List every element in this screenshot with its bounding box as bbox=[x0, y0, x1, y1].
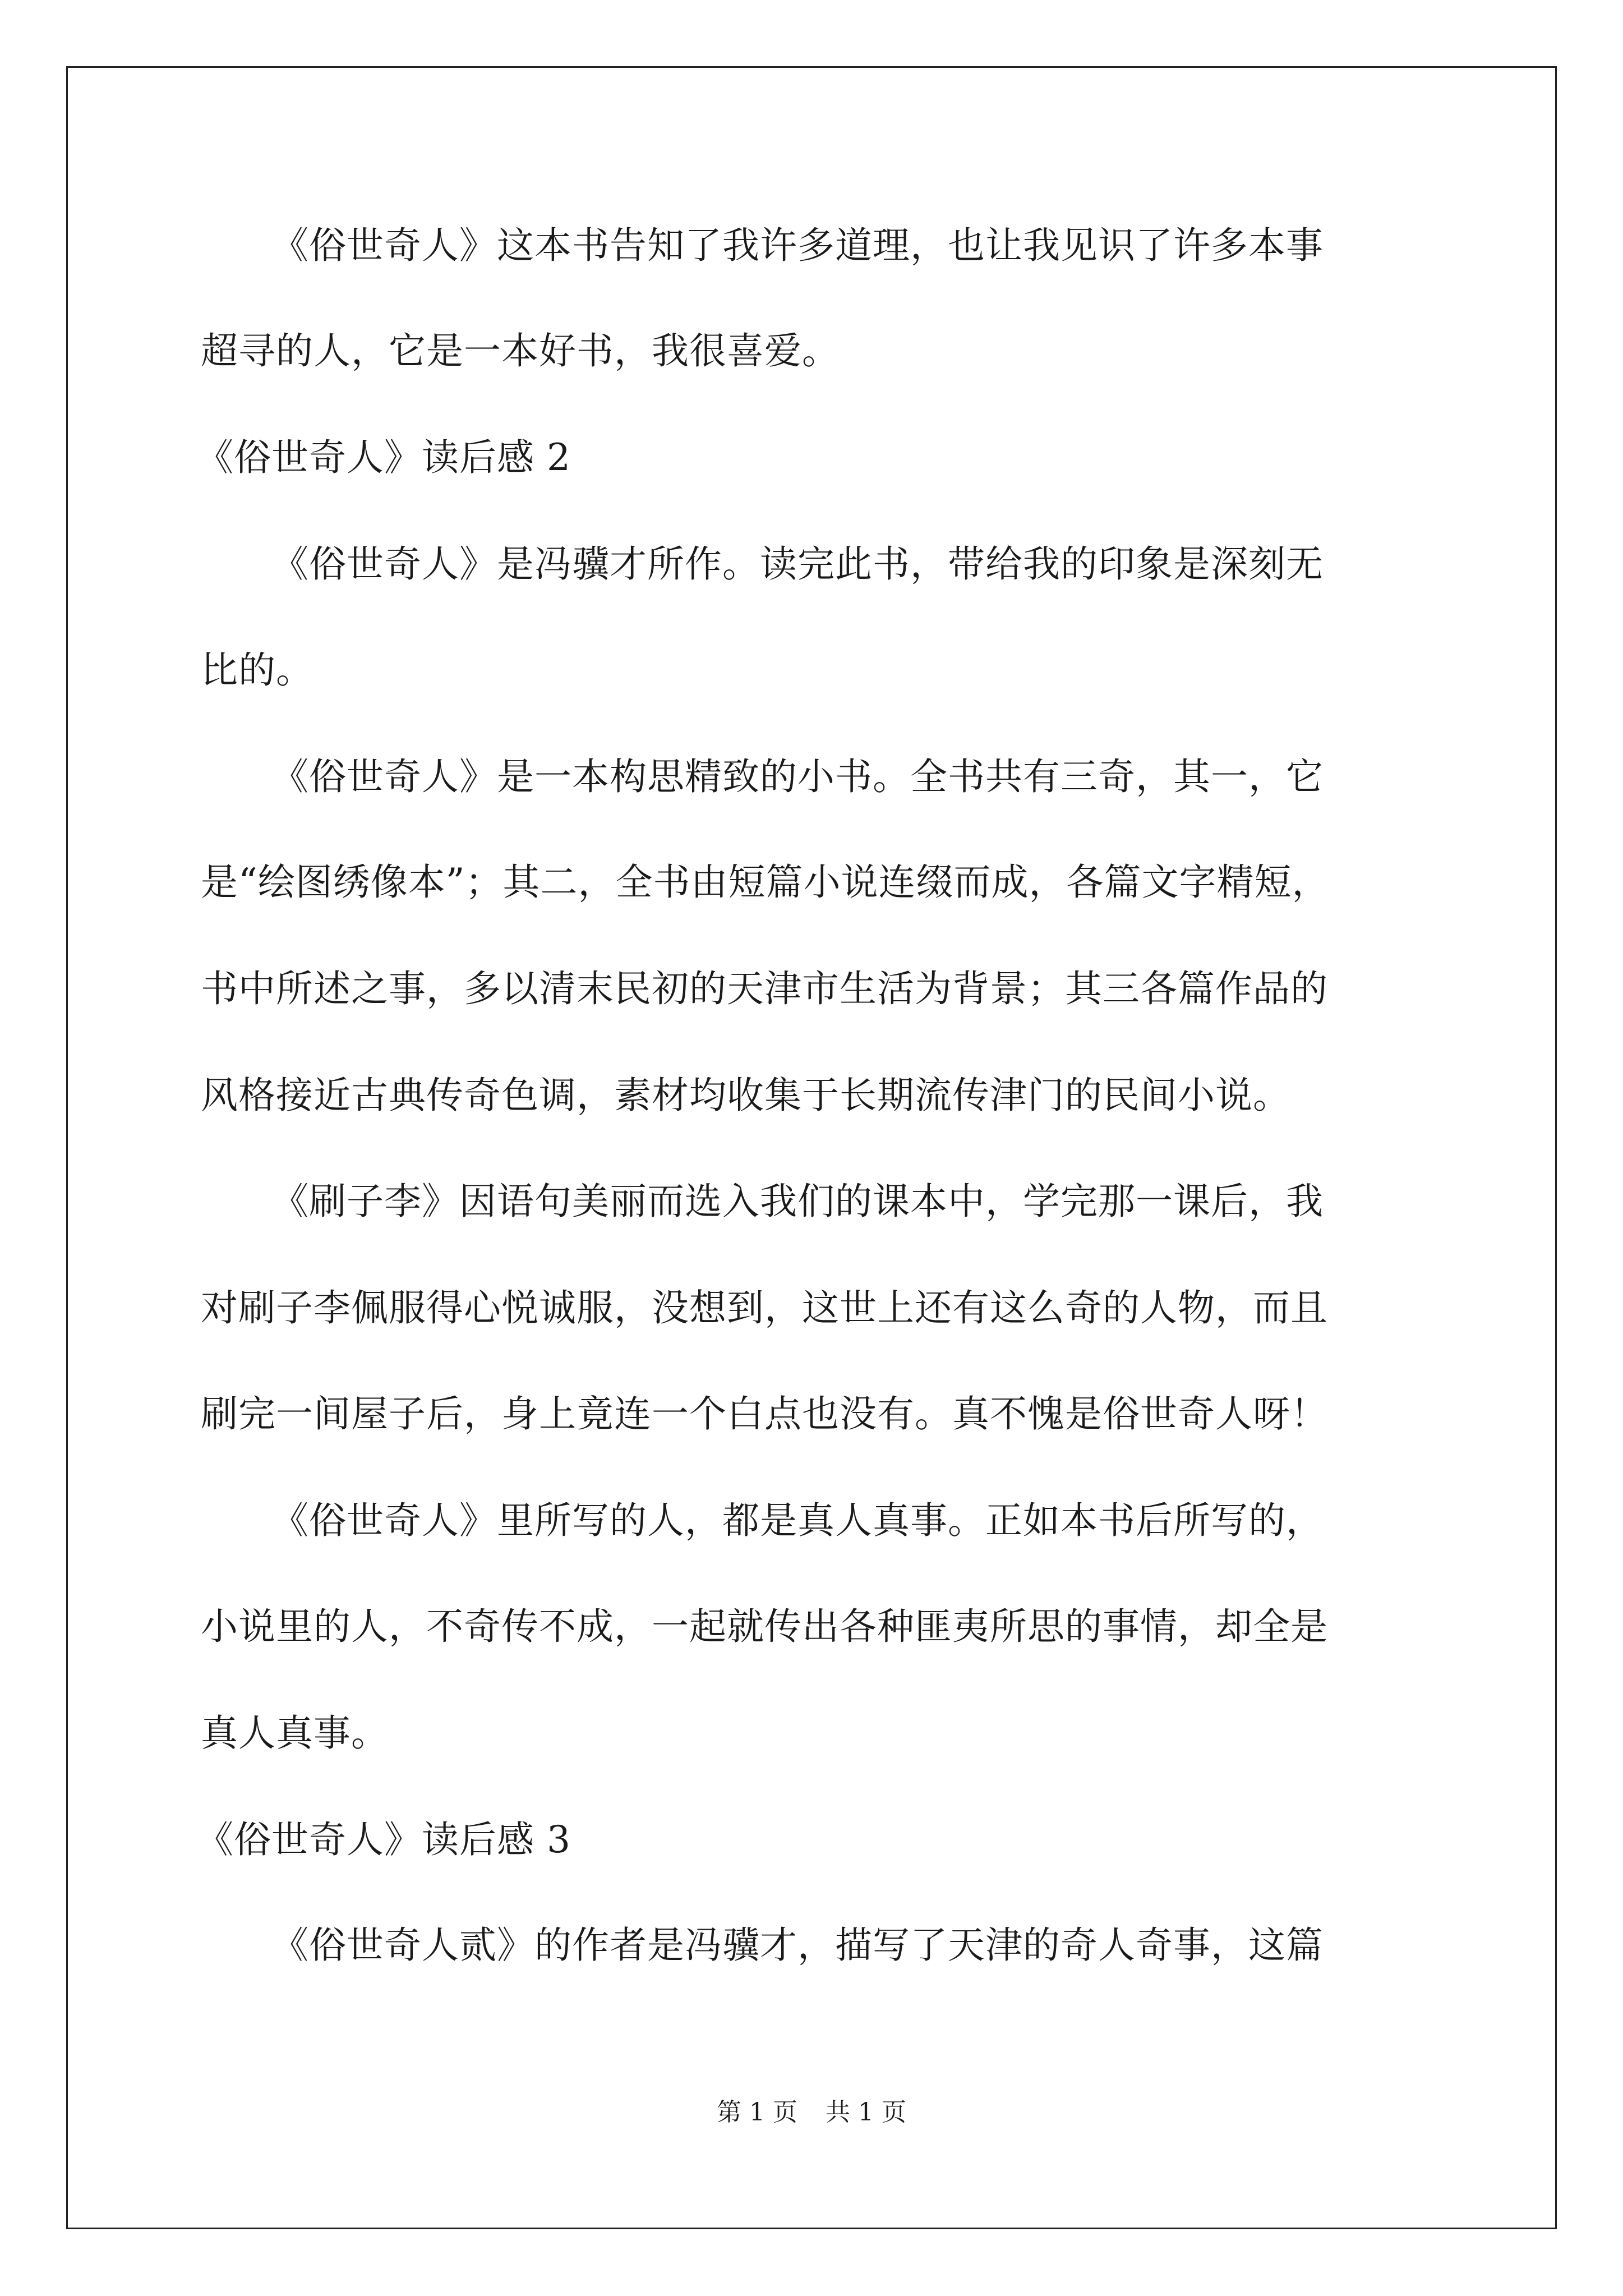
section-heading: 《俗世奇人》读后感 3 bbox=[196, 1818, 571, 1861]
page-frame bbox=[66, 66, 1557, 2229]
paragraph-line: 比的。 bbox=[201, 648, 313, 692]
page-footer bbox=[0, 2097, 1623, 2128]
paragraph-line: 《刷子李》因语句美丽而选入我们的课本中，学完那一课后，我 bbox=[271, 1180, 1324, 1223]
paragraph-line: 《俗世奇人》是冯骥才所作。读完此书，带给我的印象是深刻无 bbox=[271, 542, 1324, 586]
paragraph-line: 超寻的人，它是一本好书，我很喜爱。 bbox=[201, 329, 840, 372]
paragraph-line: 书中所述之事，多以清末民初的天津市生活为背景；其三各篇作品的 bbox=[201, 967, 1328, 1010]
paragraph-line: 风格接近古典传奇色调，素材均收集于长期流传津门的民间小说。 bbox=[201, 1074, 1290, 1117]
paragraph-line: 小说里的人，不奇传不成，一起就传出各种匪夷所思的事情，却全是 bbox=[201, 1605, 1328, 1648]
paragraph-line: 《俗世奇人》里所写的人，都是真人真事。正如本书后所写的， bbox=[271, 1499, 1324, 1542]
paragraph-line: 真人真事。 bbox=[201, 1711, 389, 1755]
section-heading: 《俗世奇人》读后感 2 bbox=[196, 436, 571, 479]
paragraph-line: 《俗世奇人贰》的作者是冯骥才，描写了天津的奇人奇事，这篇 bbox=[271, 1924, 1324, 1967]
page-total: 共 1 页 bbox=[826, 2098, 906, 2127]
page-number: 第 1 页 bbox=[717, 2098, 797, 2127]
paragraph-line: 《俗世奇人》这本书告知了我许多道理，也让我见识了许多本事 bbox=[271, 224, 1324, 267]
paragraph-line: 刷完一间屋子后，身上竟连一个白点也没有。真不愧是俗世奇人呀！ bbox=[201, 1392, 1328, 1435]
paragraph-line: 对刷子李佩服得心悦诚服，没想到，这世上还有这么奇的人物，而且 bbox=[201, 1286, 1328, 1329]
paragraph-line: 是“绘图绣像本”；其二，全书由短篇小说连缀而成，各篇文字精短， bbox=[201, 861, 1330, 904]
paragraph-line: 《俗世奇人》是一本构思精致的小书。全书共有三奇，其一，它 bbox=[271, 755, 1324, 798]
